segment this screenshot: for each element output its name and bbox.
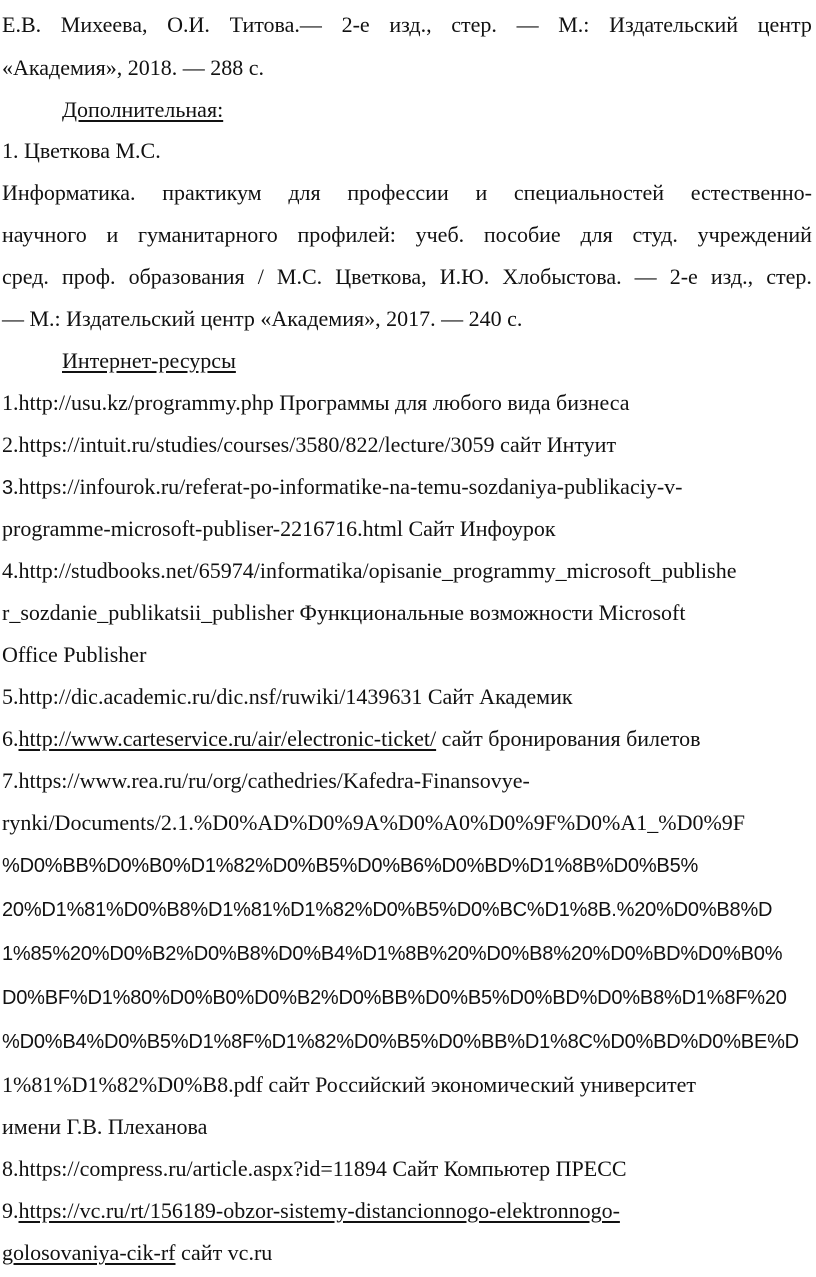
word: стер.	[451, 12, 497, 37]
word: профилей:	[297, 222, 396, 247]
word: М.С.	[276, 264, 323, 289]
word: Титова.—	[229, 12, 322, 37]
resource-line	[2, 728, 701, 750]
word: и	[106, 222, 119, 247]
word: специальностей	[513, 180, 664, 205]
word: студ.	[632, 222, 678, 247]
item-number: 6.	[2, 726, 19, 751]
resource-description: сайт бронирования билетов	[436, 726, 701, 751]
carteservice-link[interactable]: http://www.carteservice.ru/air/electronic-ticket/	[18, 726, 437, 751]
encoded-url-line: 20%D1%81%D0%B8%D1%81%D1%82%D0%B5%D0%BC%D1%8B.%20%D0%B8%D	[2, 899, 773, 921]
word: для	[580, 222, 613, 247]
section-heading-internet: Интернет-ресурсы	[62, 348, 236, 373]
item-number: 3	[2, 477, 13, 499]
vc-ru-link-continued[interactable]: golosovaniya-cik-rf	[2, 1240, 176, 1265]
word: учреждений	[697, 222, 812, 247]
reference-line: «Академия», 2018. — 288 с.	[2, 55, 265, 80]
word: Информатика.	[2, 180, 136, 205]
word: —	[634, 264, 657, 289]
resource-line: 1%81%D1%82%D0%B8.pdf сайт Российский экономический университет	[2, 1072, 696, 1097]
word: учеб.	[415, 222, 465, 247]
resource-line	[2, 1242, 272, 1264]
reference-line: — М.: Издательский центр «Академия», 2017. — 240 с.	[2, 306, 523, 331]
word: сред.	[2, 264, 49, 289]
word: проф.	[62, 264, 116, 289]
resource-line: 2.https://intuit.ru/studies/courses/3580/822/lecture/3059 сайт Интуит	[2, 432, 617, 457]
word: —	[516, 12, 539, 37]
encoded-url-line: 1%85%20%D0%B2%D0%B8%D0%B4%D1%8B%20%D0%B8%20%D0%BD%D0%B0%	[2, 943, 783, 965]
word: образования	[128, 264, 245, 289]
word: Михеева,	[60, 12, 148, 37]
word: 2-е	[341, 12, 370, 37]
word: стер.	[766, 264, 812, 289]
section-heading-additional: Дополнительная:	[62, 97, 224, 122]
word: естественно-	[690, 180, 812, 205]
word: пособие	[483, 222, 561, 247]
word: профессии	[347, 180, 449, 205]
resource-line: 5.http://dic.academic.ru/dic.nsf/ruwiki/1439631 Сайт Академик	[2, 684, 573, 709]
reference-line	[2, 266, 812, 288]
vc-ru-link[interactable]: https://vc.ru/rt/156189-obzor-sistemy-distancionnogo-elektronnogo-	[18, 1198, 620, 1223]
word: И.Ю.	[439, 264, 490, 289]
reference-line: 1. Цветкова М.С.	[2, 138, 161, 163]
resource-line: 1.http://usu.kz/programmy.php Программы для любого вида бизнеса	[2, 390, 630, 415]
word: практикум	[162, 180, 262, 205]
resource-line	[2, 1200, 620, 1222]
word: и	[475, 180, 488, 205]
word: Цветкова,	[335, 264, 427, 289]
word: центр	[757, 12, 812, 37]
word: 2-е	[669, 264, 698, 289]
word: гуманитарного	[137, 222, 278, 247]
word: /	[257, 264, 264, 289]
resource-line: 8.https://compress.ru/article.aspx?id=11894 Сайт Компьютер ПРЕСС	[2, 1156, 627, 1181]
word: М.:	[558, 12, 590, 37]
word: научного	[2, 222, 87, 247]
resource-line: r_sozdanie_publikatsii_publisher Функциональные возможности Microsoft	[2, 600, 686, 625]
word: изд.,	[389, 12, 432, 37]
resource-line: 4.http://studbooks.net/65974/informatika/opisanie_programmy_microsoft_publishe	[2, 558, 737, 583]
resource-line: programme-microsoft-publiser-2216716.html Сайт Инфоурок	[2, 516, 556, 541]
encoded-url-line: %D0%B4%D0%B5%D1%8F%D1%82%D0%B5%D0%BB%D1%8C%D0%BD%D0%BE%D	[2, 1031, 799, 1053]
encoded-url-line: D0%BF%D1%80%D0%B0%D0%B2%D0%BB%D0%B5%D0%BD%D0%B8%D1%8F%20	[2, 987, 787, 1009]
word: Хлобыстова.	[502, 264, 622, 289]
reference-line	[2, 14, 812, 36]
reference-line	[2, 182, 812, 204]
resource-line: Office Publisher	[2, 642, 147, 667]
word: О.И.	[167, 12, 210, 37]
resource-line: rynki/Documents/2.1.%D0%AD%D0%9A%D0%A0%D0%9F%D0%A1_%D0%9F	[2, 810, 746, 835]
word: Издательский	[609, 12, 739, 37]
resource-line	[2, 476, 682, 498]
resource-line: имени Г.В. Плеханова	[2, 1114, 208, 1139]
word: изд.,	[710, 264, 754, 289]
word: Е.В.	[2, 12, 42, 37]
item-number: 9.	[2, 1198, 19, 1223]
encoded-url-line: %D0%BB%D0%B0%D1%82%D0%B5%D0%B6%D0%BD%D1%8B%D0%B5%	[2, 855, 699, 877]
resource-line: 7.https://www.rea.ru/ru/org/cathedries/Kafedra-Finansovye-	[2, 768, 530, 793]
word: для	[288, 180, 321, 205]
reference-line	[2, 224, 812, 246]
resource-description: сайт vc.ru	[175, 1240, 273, 1265]
resource-url-text: .https://infourok.ru/referat-po-informatike-na-temu-sozdaniya-publikaciy-v-	[12, 474, 683, 499]
